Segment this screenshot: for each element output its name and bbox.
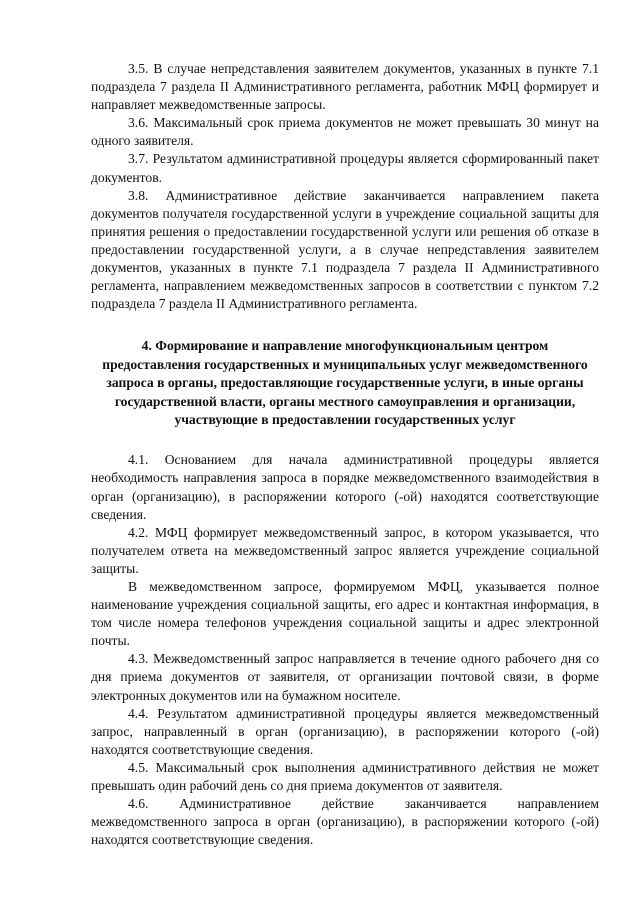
paragraph-3-7: 3.7. Результатом административной процедуры является сформированный пакет документов.	[91, 151, 599, 185]
paragraph-4-1: 4.1. Основанием для начала административной процедуры является необходимость направления запроса в порядке межведомственного взаимодействия в орган (организацию), в распоряжении которого (-ой) находятся соответствующие сведения.	[91, 452, 599, 522]
paragraph-4-3: 4.3. Межведомственный запрос направляется в течение одного рабочего дня со дня приема документов от заявителя, от организации почтовой связи, в форме электронных документов или на бумажном носителе.	[91, 651, 599, 703]
paragraph-4-6: 4.6. Административное действие заканчивается направлением межведомственного запроса в орган (организацию), в распоряжении которого (-ой) находятся соответствующие сведения.	[91, 796, 599, 848]
paragraph-3-6: 3.6. Максимальный срок приема документов не может превышать 30 минут на одного заявителя.	[91, 115, 599, 149]
paragraph-3-5: 3.5. В случае непредставления заявителем документов, указанных в пункте 7.1 подраздела 7 раздела II Административного регламента, работник МФЦ формирует и направляет межведомственные запросы.	[91, 61, 599, 113]
paragraph-4-2-continued: В межведомственном запросе, формируемом МФЦ, указывается полное наименование учреждения социальной защиты, его адрес и контактная информация, в том числе номера телефонов учреждения социальной защиты и адрес электронной почты.	[91, 579, 599, 649]
paragraph-4-5: 4.5. Максимальный срок выполнения административного действия не может превышать один рабочий день со дня приема документов от заявителя.	[91, 759, 599, 794]
paragraph-4-4: 4.4. Результатом административной процедуры является межведомственный запрос, направленный в орган (организацию), в распоряжении которого (-ой) находятся соответствующие сведения.	[91, 705, 599, 757]
paragraph-4-2: 4.2. МФЦ формирует межведомственный запрос, в котором указывается, что получателем ответа на межведомственный запрос является учреждение социальной защиты.	[91, 524, 599, 576]
section-4-heading: 4. Формирование и направление многофункциональным центром предоставления государственных и муниципальных услуг межведомственного запроса в органы, предоставляющие государственные услуги, в иные органы государственной власти, органы местного самоуправления и организации, участвующие в предоставлении государственных услуг	[102, 338, 588, 427]
document-page	[91, 60, 599, 849]
paragraph-3-8: 3.8. Административное действие заканчивается направлением пакета документов получателя государственной услуги в учреждение социальной защиты для принятия решения о предоставлении государственной услуги или решения об отказе в предоставлении государственной услуги, а в случае непредставления заявителем документов, указанных в пункте 7.1 подраздела 7 раздела II Административного регламента, направлением межведомственных запросов в соответствии с пунктом 7.2 подраздела 7 раздела II Административного регламента.	[91, 187, 599, 312]
